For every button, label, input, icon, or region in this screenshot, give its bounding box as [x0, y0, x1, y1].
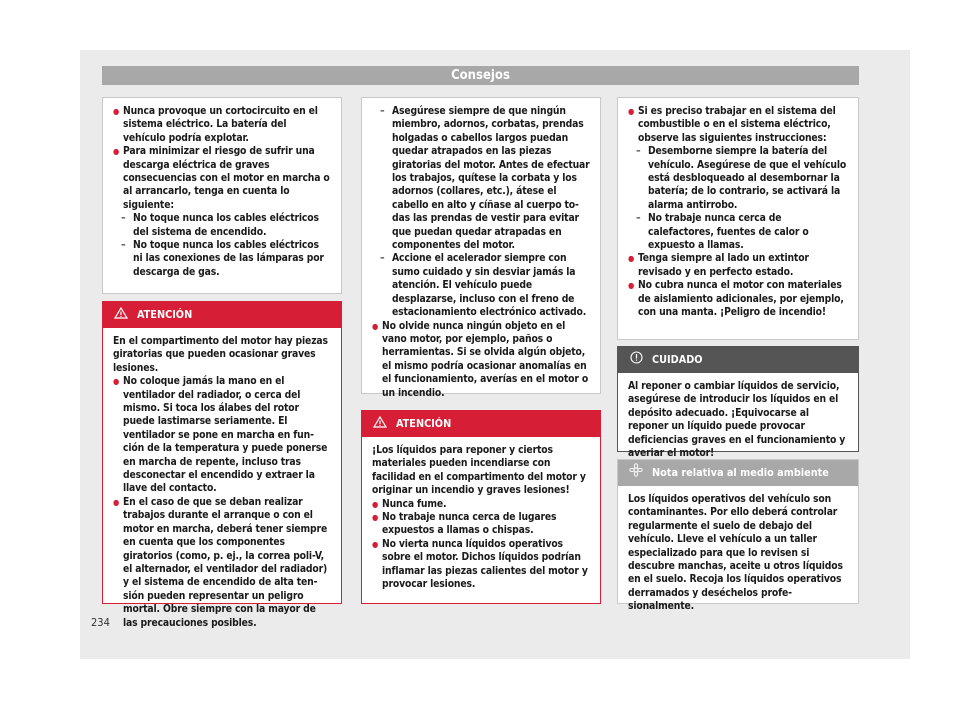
- warning-triangle-icon: [113, 302, 129, 328]
- bullet-item: ● No cubra nunca el motor con materiales de aislamiento adicionales, por ejemplo, con una manta. ¡Peligro de incendio!: [628, 279, 848, 319]
- info-circle-icon: [628, 347, 644, 373]
- col1-warning-title: ATENCIÓN: [137, 308, 193, 321]
- col3-caution-text: Al reponer o cambiar líquidos de servicio, asegúrese de introducir los líquidos en el depósito adecuado. ¡Equivocarse al reponer un líquido puede provocar deficiencias graves en el funcionamiento y averiar el motor!: [628, 380, 846, 460]
- col2-warning-title: ATENCIÓN: [396, 417, 452, 430]
- col1-info-box: [102, 97, 342, 294]
- bullet-item: ● Nunca provoque un cortocircuito en el sistema eléctrico. La batería del vehículo podría explotar.: [113, 105, 331, 145]
- paragraph: En el compartimento del motor hay piezas giratorias que pueden ocasionar graves lesiones.: [113, 335, 328, 374]
- paragraph: ¡Los líquidos para reponer y ciertos materiales pueden incendiarse con facilidad en el compartimento del motor y originar un incendio y graves lesiones!: [372, 444, 586, 497]
- bullet-item: ● Para minimizar el riesgo de sufrir una descarga eléctrica de graves consecuencias con el motor en marcha o al arrancarlo, tenga en cuenta lo siguiente:: [113, 145, 331, 212]
- page-number: 234: [91, 616, 110, 629]
- col2-warning-box: [361, 410, 601, 604]
- col3-note-title-bar: [618, 460, 858, 486]
- bullet-item: ● No olvide nunca ningún objeto en el vano motor, por ejemplo, paños o herramientas. Si se olvida algún objeto, el mismo podría ocasionar anomalías en el funcionamiento, averías en el motor o un incendio.: [372, 320, 590, 400]
- environment-flower-icon: [628, 460, 644, 486]
- col3-caution-title: CUIDADO: [652, 353, 703, 366]
- col3-info-list: [618, 98, 858, 320]
- bullet-item: ● Si es preciso trabajar en el sistema del combustible o en el sistema eléctrico, observe las siguientes instrucciones:: [628, 105, 848, 145]
- col3-note-title: Nota relativa al medio ambiente: [652, 466, 829, 479]
- bullet-item: ● No coloque jamás la mano en el ventilador del radiador, o cerca del mismo. Si toca los álabes del rotor puede lastimarse seriamente. El ventilador se pone en marcha en función de la temperatura y puede ponerse en marcha de repente, incluso tras desconectar el encendido y extraer la llave del contacto.: [113, 375, 331, 496]
- bullet-item: ● En el caso de que se deban realizar trabajos durante el arranque o con el motor en marcha, deberá tener siempre en cuenta que los componentes giratorios (como, p. ej., la correa poli-V, el alternador, el ventilador del radiador) y el sistema de encendido de alta tensión pueden representar un peligro mortal. Obre siempre con la mayor de las precauciones posibles.: [113, 496, 331, 630]
- col3-info-box: [617, 97, 859, 340]
- dash-item: – Desemborne siempre la batería del vehículo. Asegúrese de que el vehículo está desbloqueado al desembornar la batería; de lo contrario, se activará la alarma antirrobo.: [628, 145, 848, 212]
- dash-item: – No toque nunca los cables eléctricos ni las conexiones de las lámparas por descarga de gas.: [113, 239, 331, 279]
- col2-info-list: [362, 98, 600, 400]
- col3-note-box: [617, 459, 859, 613]
- col3-caution-title-bar: [618, 347, 858, 373]
- col1-warning-box: [102, 301, 342, 629]
- dash-item: – No trabaje nunca cerca de calefactores, fuentes de calor o expuesto a llamas.: [628, 212, 848, 252]
- bullet-item: ● Nunca fume.: [372, 498, 590, 511]
- section-header: Consejos: [102, 66, 859, 85]
- warning-triangle-icon: [372, 411, 388, 437]
- col1-info-list: [103, 98, 341, 279]
- dash-item: – Asegúrese siempre de que ningún miembro, adornos, corbatas, prendas holgadas o cabellos largos puedan quedar atrapados en las piezas giratorias del motor. Antes de efectuar los trabajos, quítese la corbata y los adornos (collares, etc.), átese el cabello en alto y cíñase al cuerpo todas las prendas de vestir para evitar que puedan quedar atrapadas en componentes del motor.: [372, 105, 590, 252]
- col1-warning-list: [103, 328, 341, 630]
- bullet-item: ● No trabaje nunca cerca de lugares expuestos a llamas o chispas.: [372, 511, 590, 538]
- col2-warning-title-bar: [362, 411, 600, 437]
- bullet-item: ● Tenga siempre al lado un extintor revisado y en perfecto estado.: [628, 252, 848, 279]
- dash-item: – No toque nunca los cables eléctricos del sistema de encendido.: [113, 212, 331, 239]
- col1-warning-title-bar: [103, 302, 341, 328]
- col2-info-box: [361, 97, 601, 399]
- col2-warning-list: [362, 437, 600, 591]
- col3-caution-box: [617, 346, 859, 460]
- bullet-item: ● No vierta nunca líquidos operativos sobre el motor. Dichos líquidos podrían inflamar las piezas calientes del motor y provocar lesiones.: [372, 538, 590, 592]
- dash-item: – Accione el acelerador siempre con sumo cuidado y sin desviar jamás la atención. El vehículo puede desplazarse, incluso con el freno de estacionamiento electrónico activado.: [372, 252, 590, 319]
- col3-note-text: Los líquidos operativos del vehículo son contaminantes. Por ello deberá controlar regularmente el suelo de debajo del vehículo. Lleve el vehículo a un taller especializado para que lo revisen si descubre manchas, aceite u otros líquidos en el suelo. Recoja los líquidos operativos derramados y deséchelos profesionalmente.: [628, 493, 843, 613]
